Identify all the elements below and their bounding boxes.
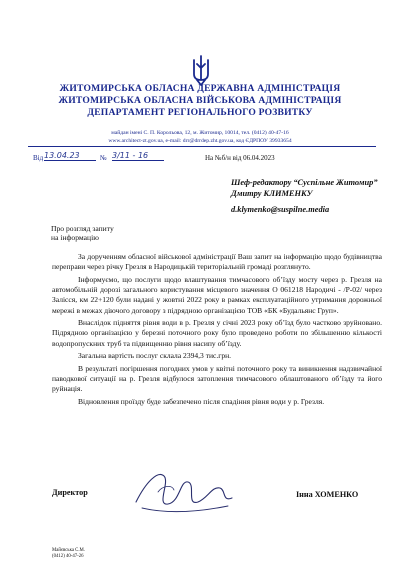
org-name-line-1: ЖИТОМИРСЬКА ОБЛАСНА ДЕРЖАВНА АДМІНІСТРАЦІЯ <box>59 83 341 94</box>
subject-line-1: Про розгляд запиту <box>51 224 114 233</box>
date-label: Від <box>33 154 44 162</box>
handwritten-signature <box>128 462 238 520</box>
department-name: ДЕПАРТАМЕНТ РЕГІОНАЛЬНОГО РОЗВИТКУ <box>87 107 313 118</box>
body-paragraph: Інформуємо, що послуги щодо влаштування тимчасового об’їзду мосту через р. Грезля на автомобільній дорозі загального користування місцевого значення О 061218 Народичі - /Р-02/ через Залісся, км 22+120 були надані у жовтні 2022 року в рамках експлуатаційного утримання дорожньої мережі в межах діючого договору з підрядною організацією ТОВ «БК «Будальянс Груп». <box>52 274 382 315</box>
body-paragraph: За дорученням обласної військової адміністрації Ваш запит на інформацію щодо будівництва переправи через річку Грезля в Народицькій територіальній громаді розглянуто. <box>52 252 382 272</box>
executor-phone: (0412) 40-47-26 <box>52 554 84 559</box>
body-paragraph: Внаслідок підняття рівня води в р. Грезля у січні 2023 року об’їзд було частково зруйновано. Підрядною організацією у березні поточного року було проведено роботи по збільшенню кількості водопропускних труб та підвищенню рівня насипу об’їзду. <box>52 318 382 348</box>
body-paragraph: Відновлення проїзду буде забезпечено після спадіння рівня води у р. Грезля. <box>78 397 325 407</box>
contact-line: www.architect-zt.gov.ua, e-mail: drr@drrdep.zht.gov.ua, код ЄДРПОУ 39933654 <box>108 138 292 144</box>
body-paragraph: В результаті погіршення погодних умов у квітні поточного року та виникнення надзвичайної паводкової ситуації на р. Грезля відбулося затоплення тимчасового облаштованого об’їзду та його руйнація. <box>52 364 382 394</box>
outgoing-date: 13.04.23 <box>44 151 96 161</box>
signatory-title: Директор <box>52 488 88 497</box>
number-label: № <box>100 154 107 162</box>
outgoing-number: 3/11 - 16 <box>112 151 164 161</box>
body-paragraph: Загальна вартість послуг склала 2394,3 тис.грн. <box>78 351 232 361</box>
incoming-reference: На №б/н від 06.04.2023 <box>205 154 275 162</box>
signatory-name: Інна ХОМЕНКО <box>296 490 359 499</box>
addressee-name: Дмитру КЛИМЕНКУ <box>231 189 313 198</box>
coat-of-arms-icon <box>190 54 212 86</box>
reference-row <box>0 152 400 166</box>
header-divider <box>28 146 376 147</box>
addressee-position: Шеф-редактору “Суспільне Житомир” <box>231 178 378 187</box>
letter-body <box>52 252 382 410</box>
org-name-line-2: ЖИТОМИРСЬКА ОБЛАСНА ВІЙСЬКОВА АДМІНІСТРАЦІЯ <box>58 95 342 106</box>
postal-address: майдан імені С. П. Корольова, 12, м. Житомир, 10014, тел. (0412) 40-47-16 <box>111 130 289 136</box>
executor-name: Майєвська С.М. <box>52 548 86 553</box>
addressee-email: d.klymenko@suspilne.media <box>231 205 330 214</box>
subject-line-2: на інформацію <box>51 233 99 242</box>
